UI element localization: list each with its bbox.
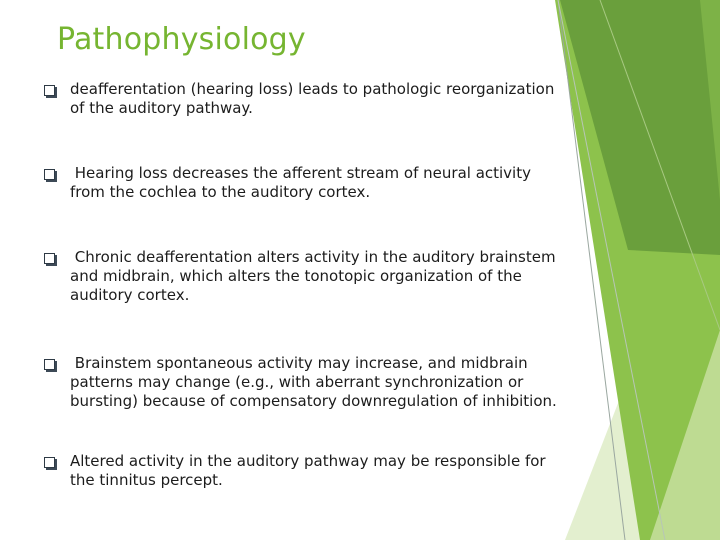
bullet-item — [44, 452, 564, 490]
hollow-square-bullet-icon — [44, 169, 55, 180]
bullet-text: deafferentation (hearing loss) leads to pathologic reorganization of the auditory pathway. — [70, 80, 560, 117]
bullet-item — [44, 80, 564, 118]
bullet-item — [44, 354, 564, 411]
hollow-square-bullet-icon — [44, 253, 55, 264]
bullet-item — [44, 164, 564, 202]
hollow-square-bullet-icon — [44, 457, 55, 468]
bullet-item — [44, 248, 564, 305]
hollow-square-bullet-icon — [44, 85, 55, 96]
bullet-text: Brainstem spontaneous activity may increase, and midbrain patterns may change (e.g., with aberrant synchronization or bursting) because of compensatory downregulation of inhibition. — [70, 354, 557, 410]
hollow-square-bullet-icon — [44, 359, 55, 370]
bullet-text: Chronic deafferentation alters activity in the auditory brainstem and midbrain, which alters the tonotopic organization of the auditory cortex. — [70, 248, 561, 304]
slide-title: Pathophysiology — [57, 22, 306, 57]
bullet-text: Hearing loss decreases the afferent stream of neural activity from the cochlea to the auditory cortex. — [70, 164, 536, 201]
bullet-text: Altered activity in the auditory pathway may be responsible for the tinnitus percept. — [70, 452, 551, 489]
